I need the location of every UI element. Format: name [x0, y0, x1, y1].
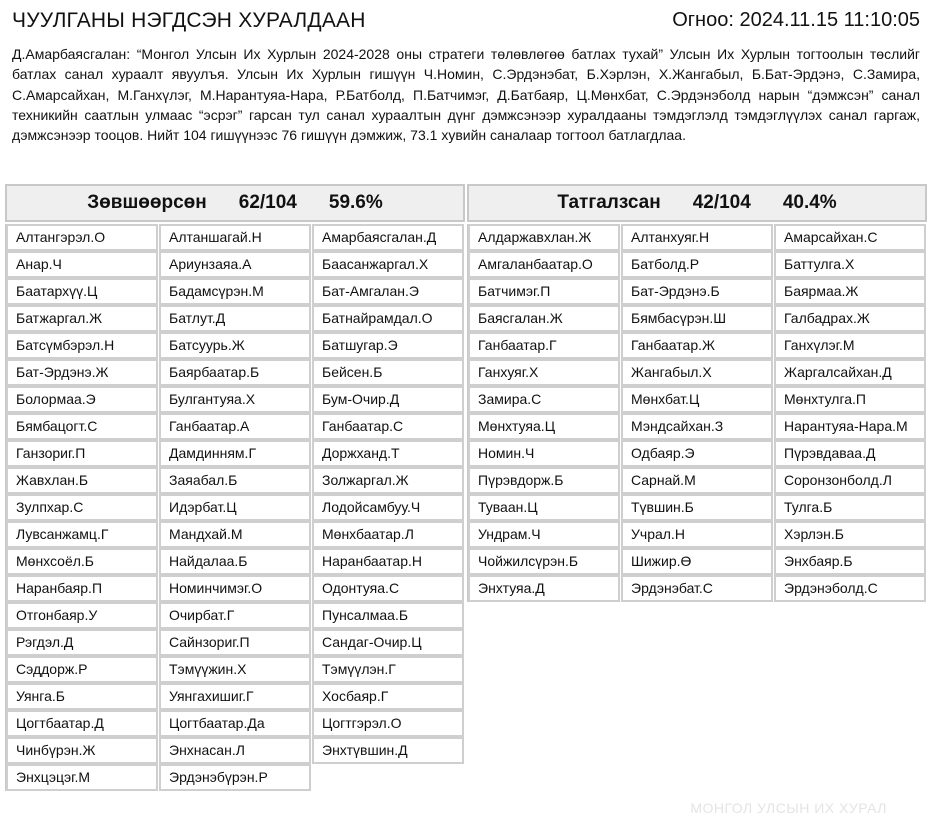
member-name: Мөнхбат.Ц: [621, 386, 773, 413]
approved-percent: 59.6%: [328, 192, 383, 213]
member-name: Сайнзориг.П: [159, 629, 311, 656]
member-name: Одбаяр.Э: [621, 440, 773, 467]
member-name: Бат-Эрдэнэ.Б: [621, 278, 773, 305]
member-name: Чинбүрэн.Ж: [6, 737, 158, 764]
member-name: Баярмаа.Ж: [774, 278, 926, 305]
member-name: Бум-Очир.Д: [312, 386, 464, 413]
member-name: Булгантуяа.Х: [159, 386, 311, 413]
member-name: Эрдэнэбат.С: [621, 575, 773, 602]
member-name: Заяабал.Б: [159, 467, 311, 494]
member-name: Батчимэг.П: [468, 278, 620, 305]
member-name: Мандхай.М: [159, 521, 311, 548]
member-name: Туваан.Ц: [468, 494, 620, 521]
rejected-percent: 40.4%: [782, 192, 837, 213]
rejected-label: Татгалзсан: [557, 192, 661, 213]
member-name: Соронзонболд.Л: [774, 467, 926, 494]
member-name: Жаргалсайхан.Д: [774, 359, 926, 386]
approved-count: 62/104: [238, 192, 297, 213]
member-name: Мөнхтуяа.Ц: [468, 413, 620, 440]
member-name: Очирбат.Г: [159, 602, 311, 629]
member-name: Энхнасан.Л: [159, 737, 311, 764]
member-name: Энхцэцэг.М: [6, 764, 158, 791]
member-name: Мөнхбаатар.Л: [312, 521, 464, 548]
member-name: Батлут.Д: [159, 305, 311, 332]
rejected-header: [467, 184, 927, 222]
member-name: Уянгахишиг.Г: [159, 683, 311, 710]
member-name: Бямбасүрэн.Ш: [621, 305, 773, 332]
member-name: Цогтбаатар.Да: [159, 710, 311, 737]
member-name: Ганбаатар.А: [159, 413, 311, 440]
member-name: Батнайрамдал.О: [312, 305, 464, 332]
member-name: Баттулга.Х: [774, 251, 926, 278]
member-name: Хэрлэн.Б: [774, 521, 926, 548]
member-name: Анар.Ч: [6, 251, 158, 278]
member-name: Нарантуяа-Нара.М: [774, 413, 926, 440]
member-name: Цогтбаатар.Д: [6, 710, 158, 737]
member-name: Амарсайхан.С: [774, 224, 926, 251]
member-name: Амгаланбаатар.О: [468, 251, 620, 278]
member-name: Түвшин.Б: [621, 494, 773, 521]
member-name: Эрдэнэбүрэн.Р: [159, 764, 311, 791]
member-name: Ундрам.Ч: [468, 521, 620, 548]
member-name: Энхбаяр.Б: [774, 548, 926, 575]
member-name: Батболд.Р: [621, 251, 773, 278]
member-name: Отгонбаяр.У: [6, 602, 158, 629]
member-name: Энхтүвшин.Д: [312, 737, 464, 764]
member-name: Лодойсамбуу.Ч: [312, 494, 464, 521]
member-name: Баярбаатар.Б: [159, 359, 311, 386]
member-name: Алдаржавхлан.Ж: [468, 224, 620, 251]
member-name: Баасанжаргал.Х: [312, 251, 464, 278]
approved-label: Зөвшөөрсөн: [87, 192, 207, 213]
member-name: Бямбацогт.С: [6, 413, 158, 440]
member-name: Ганбаатар.Г: [468, 332, 620, 359]
member-name: Сэддорж.Р: [6, 656, 158, 683]
member-name: Цогтгэрэл.О: [312, 710, 464, 737]
member-name: Сарнай.М: [621, 467, 773, 494]
member-name: Доржханд.Т: [312, 440, 464, 467]
member-name: Хосбаяр.Г: [312, 683, 464, 710]
member-name: Пүрэвдаваа.Д: [774, 440, 926, 467]
member-name: Пунсалмаа.Б: [312, 602, 464, 629]
member-name: Мэндсайхан.З: [621, 413, 773, 440]
member-name: Бат-Амгалан.Э: [312, 278, 464, 305]
member-name: Наранбаяр.П: [6, 575, 158, 602]
member-name: Баатархүү.Ц: [6, 278, 158, 305]
approved-header: [5, 184, 465, 222]
member-name: Одонтуяа.С: [312, 575, 464, 602]
member-name: Батсүмбэрэл.Н: [6, 332, 158, 359]
session-date: Огноо: 2024.11.15 11:10:05: [672, 9, 920, 31]
member-name: Шижир.Ө: [621, 548, 773, 575]
member-name: Зулпхар.С: [6, 494, 158, 521]
member-name: Батшугар.Э: [312, 332, 464, 359]
member-name: Чойжилсүрэн.Б: [468, 548, 620, 575]
member-name: Ганбаатар.С: [312, 413, 464, 440]
member-name: Лувсанжамц.Г: [6, 521, 158, 548]
member-name: Рэгдэл.Д: [6, 629, 158, 656]
member-name: Ганбаатар.Ж: [621, 332, 773, 359]
member-name: Амарбаясгалан.Д: [312, 224, 464, 251]
page-header: [12, 9, 920, 39]
page-title: ЧУУЛГАНЫ НЭГДСЭН ХУРАЛДААН: [12, 9, 366, 32]
member-name: Энхтуяа.Д: [468, 575, 620, 602]
member-name: Тэмүүлэн.Г: [312, 656, 464, 683]
member-name: Наранбаатар.Н: [312, 548, 464, 575]
approved-list: [5, 224, 465, 791]
member-name: Мөнхтулга.П: [774, 386, 926, 413]
member-name: Идэрбат.Ц: [159, 494, 311, 521]
member-name: Алтангэрэл.О: [6, 224, 158, 251]
rejected-list: [467, 224, 927, 602]
member-name: Ганхуяг.Х: [468, 359, 620, 386]
rejected-count: 42/104: [692, 192, 751, 213]
member-name: Найдалаа.Б: [159, 548, 311, 575]
member-name: Бейсен.Б: [312, 359, 464, 386]
member-name: Баясгалан.Ж: [468, 305, 620, 332]
member-name: Галбадрах.Ж: [774, 305, 926, 332]
member-name: Ганзориг.П: [6, 440, 158, 467]
member-name: Жавхлан.Б: [6, 467, 158, 494]
member-name: Дамдинням.Г: [159, 440, 311, 467]
member-name: Учрал.Н: [621, 521, 773, 548]
member-name: Номинчимэг.О: [159, 575, 311, 602]
rejected-panel: [467, 184, 927, 602]
member-name: Замира.С: [468, 386, 620, 413]
member-name: Алтаншагай.Н: [159, 224, 311, 251]
member-name: Тэмүүжин.Х: [159, 656, 311, 683]
member-name: Болормаа.Э: [6, 386, 158, 413]
approved-panel: [5, 184, 465, 791]
member-name: Жангабыл.Х: [621, 359, 773, 386]
member-name: Пүрэвдорж.Б: [468, 467, 620, 494]
member-name: Мөнхсоёл.Б: [6, 548, 158, 575]
member-name: Номин.Ч: [468, 440, 620, 467]
member-name: Ганхүлэг.М: [774, 332, 926, 359]
watermark: МОНГОЛ УЛСЫН ИХ ХУРАЛ: [690, 800, 887, 816]
member-name: Алтанхуяг.Н: [621, 224, 773, 251]
member-name: Батжаргал.Ж: [6, 305, 158, 332]
member-name: Бадамсүрэн.М: [159, 278, 311, 305]
member-name: Ариунзаяа.А: [159, 251, 311, 278]
member-name: Сандаг-Очир.Ц: [312, 629, 464, 656]
member-name: Батсуурь.Ж: [159, 332, 311, 359]
member-name: Уянга.Б: [6, 683, 158, 710]
member-name: Эрдэнэболд.С: [774, 575, 926, 602]
member-name: Бат-Эрдэнэ.Ж: [6, 359, 158, 386]
vote-description: Д.Амарбаясгалан: “Монгол Улсын Их Хурлын 2024-2028 оны стратеги төлөвлөгөө батлах тухай” Улсын Их Хурлын тогтоолын төслийг батлах санал хураалт явуулъя. Улсын Их Хурлын гишүүн Ч.Номин, С.Эрдэнэбат, Б.Хэрлэн, Х.Жангабыл, Б.Бат-Эрдэнэ, С.Замира, С.Амарсайхан, М.Ганхүлэг, М.Нарантуяа-Нара, Р.Батболд, П.Батчимэг, Д.Батбаяр, Ц.Мөнхбат, С.Эрдэнэболд нарын “дэмжсэн” санал техникийн саатлын улмаас “эсрэг” гарсан тул санал хураалтын дүнг дэмжсэнээр хуралдааны тэмдэглэлд тэмдэглүүлэх санал гаргаж, дэмжсэнээр тооцов. Нийт 104 гишүүнээс 76 гишүүн дэмжиж, 73.1 хувийн саналаар тогтоол батлагдлаа.: [12, 46, 920, 144]
member-name: Тулга.Б: [774, 494, 926, 521]
member-name: Золжаргал.Ж: [312, 467, 464, 494]
